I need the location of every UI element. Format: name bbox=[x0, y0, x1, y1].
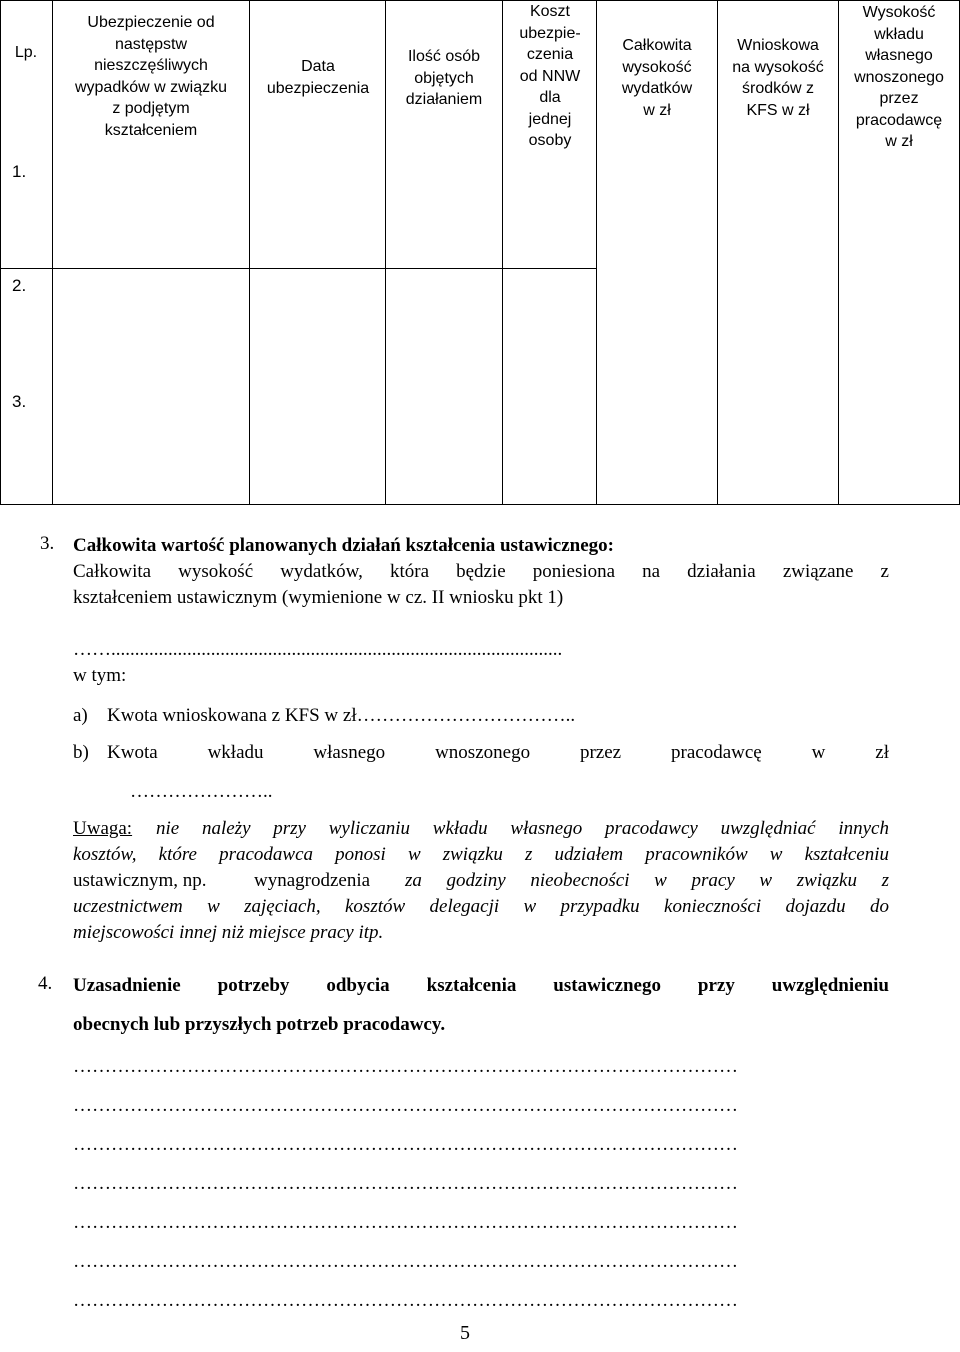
header-line: jednej bbox=[528, 110, 572, 128]
justification-answer-line[interactable]: …………………………………………………………………………………………… bbox=[73, 1251, 738, 1272]
header-line: od NNW bbox=[519, 67, 581, 85]
header-line: ubezpieczenia bbox=[266, 79, 370, 97]
table-col-divider bbox=[502, 0, 503, 505]
note-text-fragment: wynagrodzenia bbox=[254, 870, 371, 891]
note-text-line: nie należy przy wyliczaniu wkładu własnego pracodawcy uwzględniać innych bbox=[156, 818, 889, 839]
table-top-border bbox=[0, 0, 960, 1]
header-line: Data bbox=[301, 58, 335, 75]
justification-answer-line[interactable]: …………………………………………………………………………………………… bbox=[73, 1056, 738, 1077]
item-b-own-contribution: Kwota wkładu własnego wnoszonego przez pracodawcę w zł bbox=[107, 742, 889, 763]
header-line: nieszczęśliwych bbox=[94, 57, 208, 74]
header-line: pracodawcę bbox=[855, 111, 943, 129]
insurance-table bbox=[0, 0, 960, 505]
justification-answer-line[interactable]: …………………………………………………………………………………………… bbox=[73, 1212, 738, 1233]
section-3-text-line: kształceniem ustawicznym (wymienione w cz. II wniosku pkt 1) bbox=[73, 587, 564, 608]
row-number: 1. bbox=[12, 162, 27, 181]
header-line: środków z bbox=[741, 80, 815, 97]
header-line: Wnioskowa bbox=[737, 37, 819, 54]
header-insurance bbox=[56, 12, 246, 141]
table-col-divider bbox=[385, 0, 386, 505]
table-bottom-border bbox=[0, 504, 960, 505]
note-text-line: uczestnictwem w zajęciach, kosztów delegacji w przypadku konieczności dojazdu do bbox=[73, 896, 889, 917]
header-date bbox=[252, 56, 384, 99]
justification-answer-line[interactable]: …………………………………………………………………………………………… bbox=[73, 1095, 738, 1116]
note-text-fragment: za godziny nieobecności w pracy w związku z bbox=[405, 870, 889, 891]
table-col-divider bbox=[838, 0, 839, 505]
justification-answer-line[interactable]: …………………………………………………………………………………………… bbox=[73, 1290, 738, 1311]
section-4-title-line: Uzasadnienie potrzeby odbycia kształcenia ustawicznego przy uwzględnieniu bbox=[73, 975, 889, 996]
header-line: wydatków bbox=[621, 80, 693, 97]
header-line: Wysokość bbox=[862, 4, 936, 21]
header-line: wypadków w związku bbox=[74, 78, 228, 96]
item-b-label: b) bbox=[73, 742, 89, 763]
header-line: Całkowita bbox=[622, 37, 692, 54]
table-col-divider bbox=[249, 0, 250, 505]
header-line: na wysokość bbox=[732, 58, 824, 76]
justification-answer-line[interactable]: …………………………………………………………………………………………… bbox=[73, 1173, 738, 1194]
total-amount-field[interactable]: ……............................................................................................... bbox=[73, 639, 563, 660]
section-4-title-line: obecnych lub przyszłych potrzeb pracodawcy. bbox=[73, 1014, 446, 1035]
header-line: osoby bbox=[528, 132, 572, 149]
section-3-title: Całkowita wartość planowanych działań kształcenia ustawicznego: bbox=[73, 535, 614, 556]
table-col-divider bbox=[717, 0, 718, 505]
header-line: kształceniem bbox=[104, 121, 198, 139]
header-line: własnego bbox=[865, 47, 933, 64]
header-requested bbox=[719, 35, 837, 121]
page-number: 5 bbox=[460, 1322, 470, 1344]
table-col-divider bbox=[596, 0, 597, 505]
header-total bbox=[598, 35, 716, 121]
header-line: wkładu bbox=[874, 25, 924, 43]
header-count bbox=[388, 46, 500, 111]
header-line: wysokość bbox=[622, 58, 692, 76]
header-line: KFS w zł bbox=[746, 101, 810, 119]
header-line: wnoszonego bbox=[854, 68, 944, 86]
header-line: z podjętym bbox=[112, 100, 190, 117]
header-line: przez bbox=[879, 90, 919, 107]
section-3-number: 3. bbox=[40, 533, 55, 554]
note-text-line: kosztów, które pracodawca ponosi w związku z udziałem pracowników w kształceniu bbox=[73, 844, 889, 865]
item-a-requested-amount[interactable]: Kwota wnioskowana z KFS w zł…………………………….. bbox=[107, 705, 576, 726]
item-a-label: a) bbox=[73, 705, 88, 726]
section-3-text-line: Całkowita wysokość wydatków, która będzie poniesiona na działania związane z bbox=[73, 561, 889, 582]
justification-answer-line[interactable]: …………………………………………………………………………………………… bbox=[73, 1134, 738, 1155]
header-cost bbox=[504, 1, 596, 152]
header-line: w zł bbox=[643, 101, 671, 119]
header-line: objętych bbox=[414, 69, 474, 87]
header-line: ubezpie- bbox=[519, 24, 581, 42]
row-number: 2. bbox=[12, 276, 27, 295]
header-line: Ubezpieczenie od bbox=[87, 14, 215, 31]
header-line: działaniem bbox=[405, 91, 483, 108]
header-line: Lp. bbox=[14, 44, 38, 61]
w-tym-label: w tym: bbox=[73, 665, 127, 686]
header-line: w zł bbox=[885, 133, 913, 150]
header-line: następstw bbox=[114, 35, 188, 53]
header-line: dla bbox=[539, 89, 561, 106]
table-row-border bbox=[0, 268, 596, 269]
section-4-number: 4. bbox=[38, 973, 53, 994]
note-text-fragment: ustawicznym, np. bbox=[73, 870, 207, 891]
header-lp bbox=[2, 42, 50, 64]
header-own-contribution bbox=[840, 2, 958, 153]
item-b-amount-field[interactable]: ………………….. bbox=[130, 781, 273, 802]
row-number: 3. bbox=[12, 392, 27, 411]
header-line: Ilość osób bbox=[407, 48, 481, 65]
note-text-line: miejscowości innej niż miejsce pracy itp. bbox=[73, 922, 384, 943]
note-label: Uwaga: bbox=[73, 818, 133, 839]
table-col-divider bbox=[52, 0, 53, 505]
header-line: Koszt bbox=[529, 3, 570, 20]
table-left-border bbox=[0, 0, 1, 505]
header-line: czenia bbox=[526, 46, 574, 63]
